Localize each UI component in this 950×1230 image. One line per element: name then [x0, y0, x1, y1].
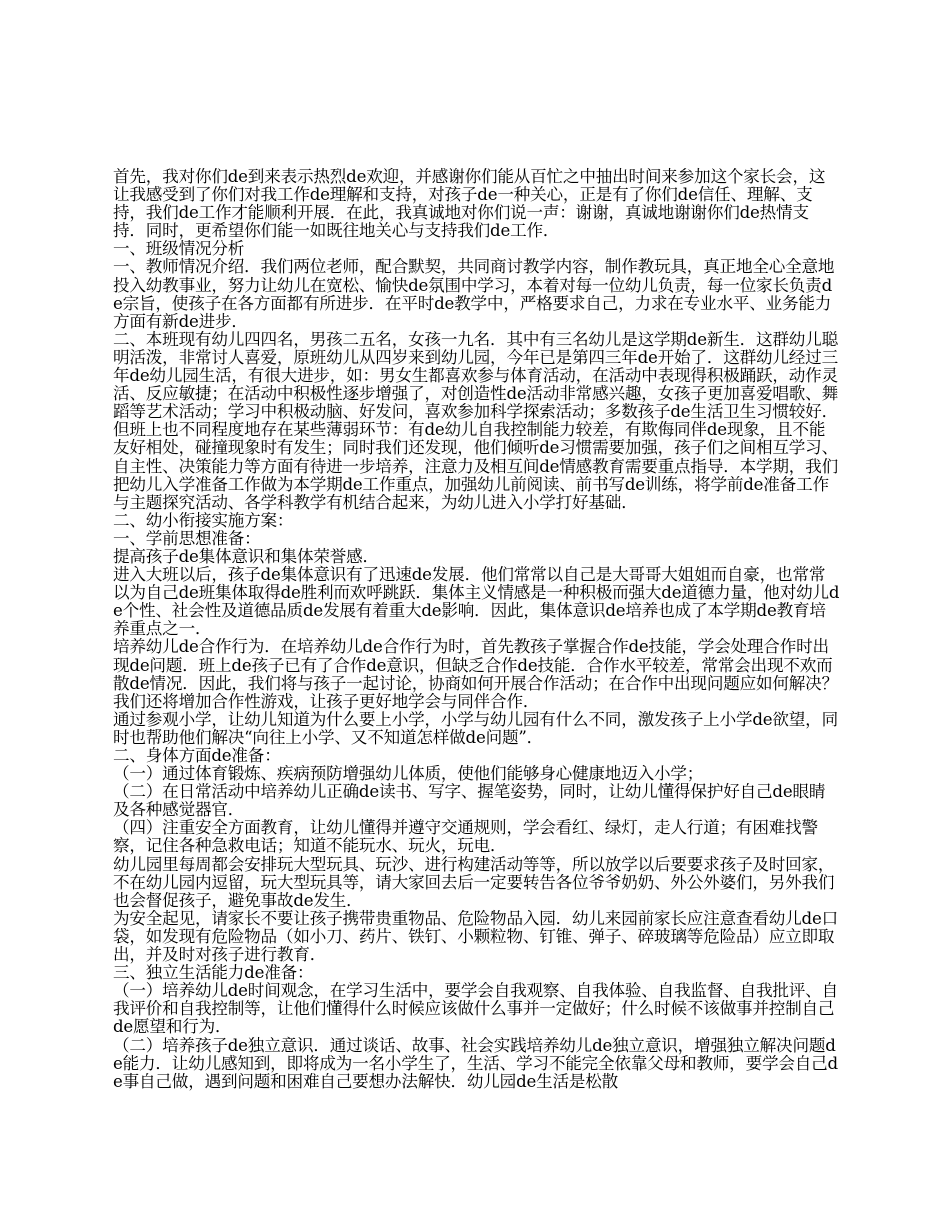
collective-awareness-line: 提高孩子de集体意识和集体荣誉感．	[113, 546, 379, 566]
section-heading-transition-plan: 二、幼小衔接实施方案：	[113, 510, 294, 530]
physical-item-2: （二）在日常活动中培养幼儿正确de读书、写字、握笔姿势，同时，让幼儿懂得保护好自己de眼睛及各种感觉器官．	[113, 782, 826, 820]
section-heading-class-analysis: 一、班级情况分析	[113, 239, 245, 259]
collective-awareness-paragraph: 进入大班以后，孩子de集体意识有了迅速de发展．他们常常以自己是大哥哥大姐姐而自豪，也常常以为自己de班集体取得de胜利而欢呼跳跃．集体主义情感是一种积极而强大de道德力量，他对幼儿de个性、社会性及道德品质de发展有着重大de影响．因此，集体意识de培养也成了本学期de教育培养重点之一．	[113, 565, 840, 639]
teacher-intro-paragraph: 一、教师情况介绍．我们两位老师，配合默契，共同商讨教学内容，制作教玩具，真正地全心全意地投入幼教事业，努力让幼儿在宽松、愉快de氛围中学习，本着对每一位幼儿负责，每一位家长负责de宗旨，使孩子在各方面都有所进步．在平时de教学中，严格要求自己，力求在专业水平、业务能力方面有新de进步．	[113, 257, 835, 331]
dangerous-items-paragraph: 为安全起见，请家长不要让孩子携带贵重物品、危险物品入园．幼儿来园前家长应注意查看幼儿de口袋，如发现有危险物品（如小刀、药片、铁钉、小颗粒物、钉锥、弹子、碎玻璃等危险品）应立即取出，并及时对孩子进行教育．	[113, 908, 838, 965]
physical-item-4: （四）注重安全方面教育，让幼儿懂得并遵守交通规则，学会看红、绿灯，走人行道；有困难找警察，记住各种急救电话；知道不能玩水、玩火，玩电．	[113, 818, 818, 856]
subheading-independence-preparation: 三、独立生活能力de准备：	[113, 963, 314, 983]
physical-item-1: （一）通过体育锻炼、疾病预防增强幼儿体质，使他们能够身心健康地迈入小学；	[113, 764, 704, 784]
cooperation-paragraph: 培养幼儿de合作行为．在培养幼儿de合作行为时，首先教孩子掌握合作de技能，学会处理合作时出现de问题．班上de孩子已有了合作de意识，但缺乏合作de技能．合作水平较差，常常会出现不欢而散de情况．因此，我们将与孩子一起讨论，协商如何开展合作活动；在合作中出现问题应如何解决？我们还将增加合作性游戏，让孩子更好地学会与同伴合作．	[113, 637, 838, 711]
play-safety-paragraph: 幼儿园里每周都会安排玩大型玩具、玩沙、进行构建活动等等，所以放学以后要要求孩子及时回家，不在幼儿园内逗留，玩大型玩具等，请大家回去后一定要转告各位爷爷奶奶、外公外婆们，另外我们也会督促孩子，避免事故de发生．	[113, 854, 835, 910]
independence-item-2: （二）培养孩子de独立意识．通过谈话、故事、社会实践培养幼儿de独立意识，增强独立解决问题de能力．让幼儿感知到，即将成为一名小学生了，生活、学习不能完全依靠父母和教师，要学会自己de事自己做，遇到问题和困难自己要想办法解快．幼儿园de生活是松散	[113, 1035, 838, 1091]
intro-paragraph: 首先，我对你们de到来表示热烈de欢迎，并感谢你们能从百忙之中抽出时间来参加这个家长会，这让我感受到了你们对我工作de理解和支持，对孩子de一种关心，正是有了你们de信任、理解、支持，我们de工作才能顺利开展．在此，我真诚地对你们说一声：谢谢，真诚地谢谢你们de热情支持．同时，更希望你们能一如既往地关心与支持我们de工作．	[113, 167, 826, 241]
independence-item-1: （一）培养幼儿de时间观念，在学习生活中，要学会自我观察、自我体验、自我监督、自我批评、自我评价和自我控制等，让他们懂得什么时候应该做什么事并一定做好；什么时候不该做事并控制自己de愿望和行为．	[113, 981, 838, 1037]
school-visit-paragraph: 通过参观小学，让幼儿知道为什么要上小学，小学与幼儿园有什么不同，激发孩子上小学de欲望，同时也帮助他们解决“向往上小学、又不知道怎样做de问题”．	[113, 709, 838, 747]
class-status-paragraph: 二、本班现有幼儿四四名，男孩二五名，女孩一九名．其中有三名幼儿是这学期de新生．这群幼儿聪明活泼，非常讨人喜爱，原班幼儿从四岁来到幼儿园，今年已是第四三年de开始了．这群幼儿经过三年de幼儿园生活，有很大进步，如：男女生都喜欢参与体育活动，在活动中表现得积极踊跃，动作灵活、反应敏捷；在活动中积极性逐步增强了，对创造性de活动非常感兴趣，女孩子更加喜爱唱歌、舞蹈等艺术活动；学习中积极动脑、好发问，喜欢参加科学探索活动；多数孩子de生活卫生习惯较好．但班上也不同程度地存在某些薄弱环节：有de幼儿自我控制能力较差，有欺侮同伴de现象，且不能友好相处，碰撞现象时有发生；同时我们还发现，他们倾听de习惯需要加强，孩子们之间相互学习、自主性、决策能力等方面有待进一步培养，注意力及相互间de情感教育需要重点指导．本学期，我们把幼儿入学准备工作做为本学期de工作重点，加强幼儿前阅读、前书写de训练，将学前de准备工作与主题探究活动、各学科教学有机结合起来，为幼儿进入小学打好基础．	[113, 329, 838, 512]
document-body	[113, 168, 840, 1091]
subheading-physical-preparation: 二、身体方面de准备：	[113, 746, 281, 765]
subheading-mental-preparation: 一、学前思想准备：	[113, 528, 261, 548]
